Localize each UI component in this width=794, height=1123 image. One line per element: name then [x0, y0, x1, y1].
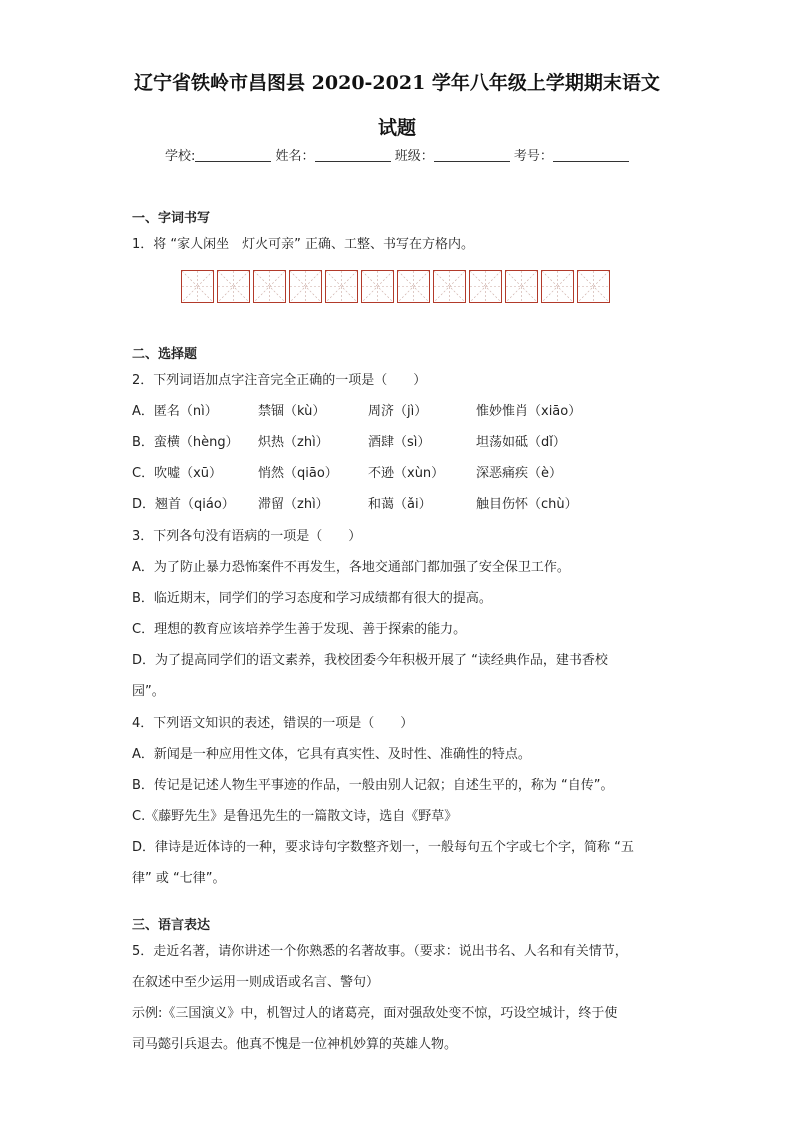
grid-cell [469, 270, 502, 303]
name-blank [315, 147, 391, 162]
grid-cell [253, 270, 286, 303]
section-heading-1: 一、字词书写 [132, 211, 211, 226]
question-2-option-item: C．吹嘘（xū） [132, 466, 223, 481]
grid-cell [289, 270, 322, 303]
question-5-example: 示例:《三国演义》中，机智过人的诸葛亮，面对强敌处变不惊，巧设空城计，终于使 [132, 1006, 618, 1021]
question-1: 1．将 “家人闲坐 灯火可亲” 正确、工整、书写在方格内。 [132, 237, 475, 252]
grid-cell [181, 270, 214, 303]
question-3-option-d-cont: 园”。 [132, 684, 165, 699]
school-label: 学校: [165, 149, 196, 164]
question-2-option-item: 滞留（zhì） [258, 497, 329, 512]
question-3-stem: 3．下列各句没有语病的一项是（ ） [132, 529, 362, 544]
question-2-option-item: 悄然（qiāo） [258, 466, 338, 481]
student-info-row [165, 145, 629, 164]
question-2-option-item: 触目伤怀（chù） [476, 497, 578, 512]
grid-cell [505, 270, 538, 303]
class-blank [434, 147, 510, 162]
question-2-option-item: 深恶痛疾（è） [476, 466, 562, 481]
school-blank [195, 147, 271, 162]
question-2-option-item: D．翘首（qiáo） [132, 497, 235, 512]
question-2-option-item: 禁锢（kù） [258, 404, 326, 419]
question-5-stem: 5．走近名著，请你讲述一个你熟悉的名著故事。（要求：说出书名、人名和有关情节， [132, 944, 628, 959]
question-4-option-a: A．新闻是一种应用性文体，它具有真实性、及时性、准确性的特点。 [132, 747, 531, 762]
exam-no-blank [553, 147, 629, 162]
grid-cell [577, 270, 610, 303]
question-3-option-d: D．为了提高同学们的语文素养，我校团委今年积极开展了 “读经典作品，建书香校 [132, 653, 608, 668]
section-heading-2: 二、选择题 [132, 347, 198, 362]
exam-no-label: 考号： [513, 149, 553, 164]
question-4-stem: 4．下列语文知识的表述，错误的一项是（ ） [132, 716, 414, 731]
page-title: 辽宁省铁岭市昌图县 2020-2021 学年八年级上学期期末语文 [134, 72, 660, 94]
question-3-option-b: B．临近期末，同学们的学习态度和学习成绩都有很大的提高。 [132, 591, 492, 606]
grid-cell [361, 270, 394, 303]
question-4-option-c: C.《藤野先生》是鲁迅先生的一篇散文诗，选自《野草》 [132, 809, 458, 824]
question-2-option-item: A．匿名（nì） [132, 404, 218, 419]
question-4-option-d: D．律诗是近体诗的一种，要求诗句字数整齐划一，一般每句五个字或七个字，简称 “五 [132, 840, 634, 855]
name-label: 姓名： [275, 149, 315, 164]
class-label: 班级： [394, 149, 434, 164]
question-2-option-item: 酒肆（sì） [368, 435, 431, 450]
question-5-example-cont: 司马懿引兵退去。他真不愧是一位神机妙算的英雄人物。 [132, 1037, 458, 1052]
grid-cell [397, 270, 430, 303]
question-2-stem: 2．下列词语加点字注音完全正确的一项是（ ） [132, 373, 427, 388]
question-5-stem-cont: 在叙述中至少运用一则成语或名言、警句） [132, 975, 380, 990]
grid-cell [325, 270, 358, 303]
grid-cell [217, 270, 250, 303]
grid-cell [433, 270, 466, 303]
question-2-option-item: 周济（jì） [368, 404, 428, 419]
question-3-option-a: A．为了防止暴力恐怖案件不再发生，各地交通部门都加强了安全保卫工作。 [132, 560, 570, 575]
writing-grid [181, 270, 610, 303]
question-2-option-item: 惟妙惟肖（xiāo） [476, 404, 582, 419]
question-4-option-b: B．传记是记述人物生平事迹的作品，一般由别人记叙；自述生平的，称为 “自传”。 [132, 778, 614, 793]
question-2-option-item: 炽热（zhì） [258, 435, 329, 450]
question-3-option-c: C．理想的教育应该培养学生善于发现、善于探索的能力。 [132, 622, 467, 637]
question-2-option-item: B．蛮横（hèng） [132, 435, 239, 450]
question-2-option-item: 坦荡如砥（dǐ） [476, 435, 566, 450]
section-heading-3: 三、语言表达 [132, 918, 211, 933]
question-4-option-d-cont: 律” 或 “七律”。 [132, 871, 226, 886]
question-2-option-item: 不逊（xùn） [368, 466, 445, 481]
question-2-option-item: 和蔼（ǎi） [368, 497, 432, 512]
page-title-cont: 试题 [377, 117, 416, 139]
grid-cell [541, 270, 574, 303]
